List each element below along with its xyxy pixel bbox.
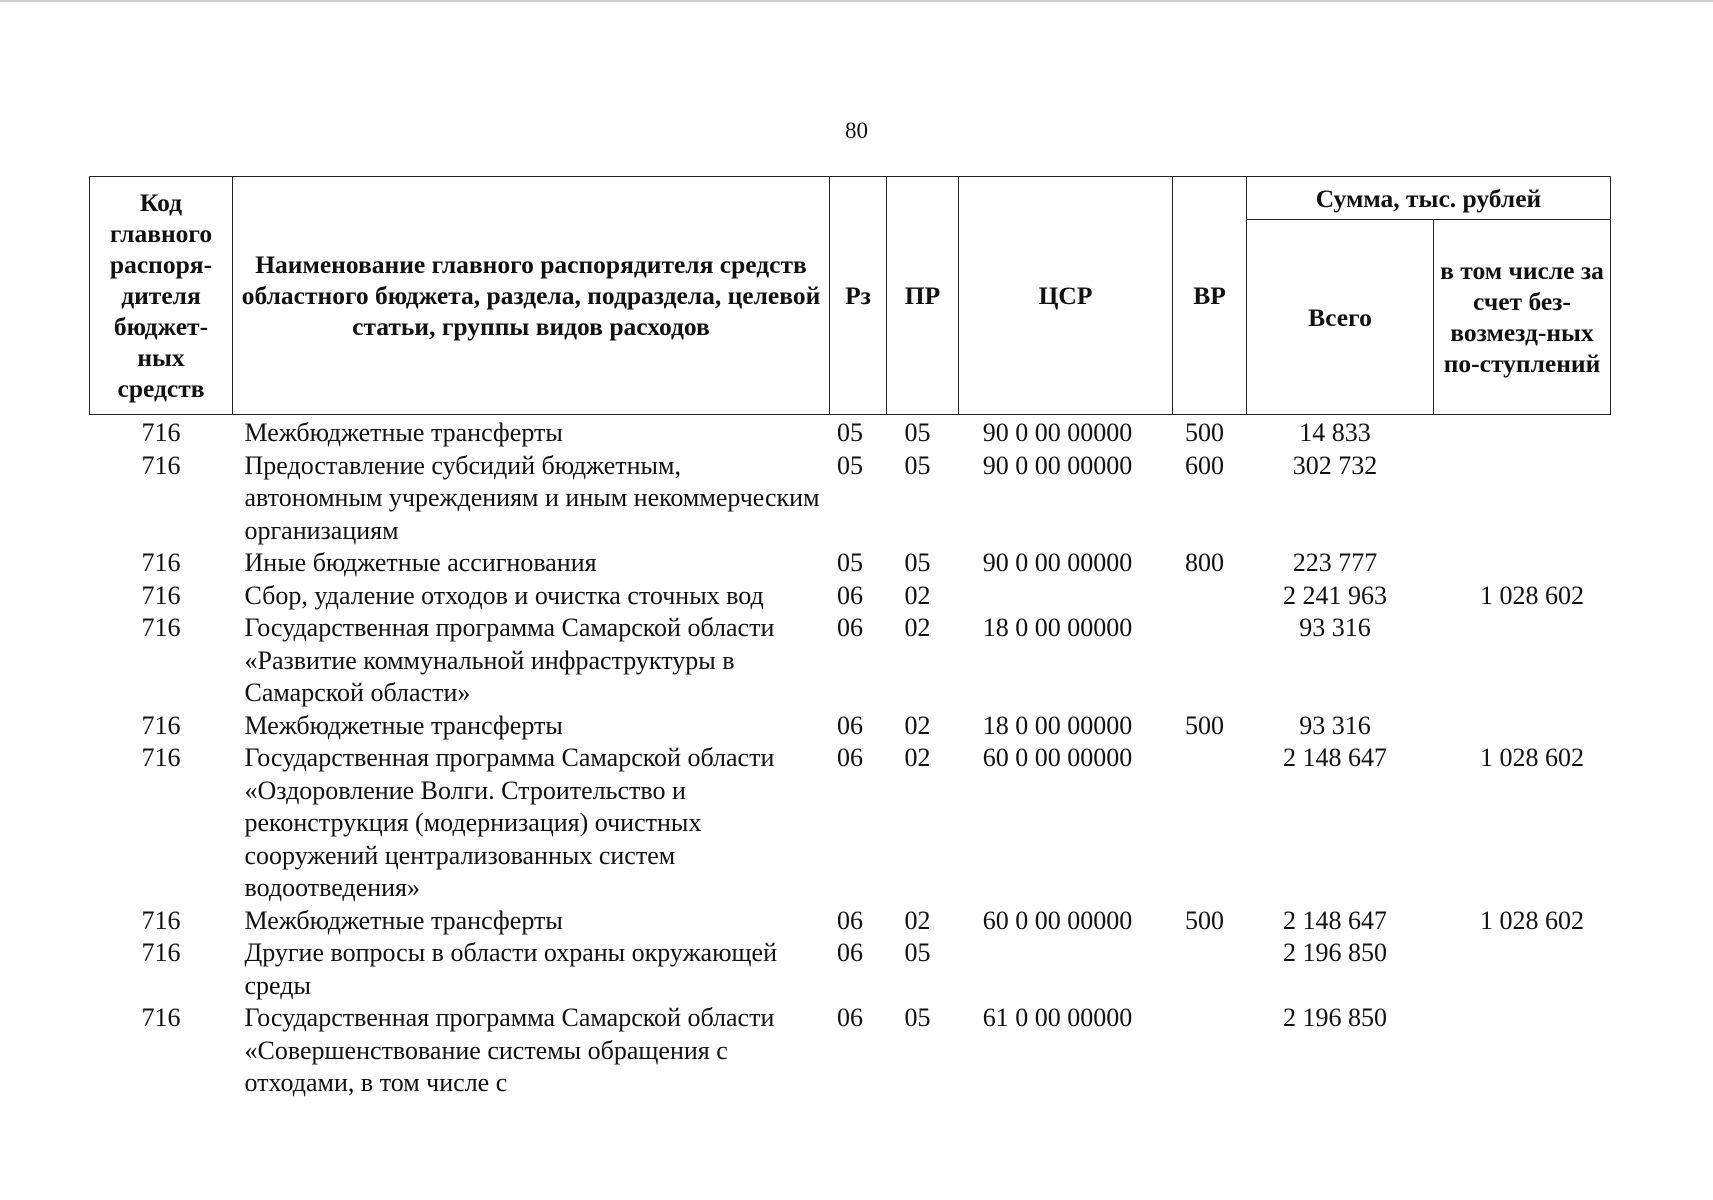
cell-grants <box>1434 612 1611 710</box>
cell-csr: 90 0 00 00000 <box>982 450 1133 480</box>
table-row <box>90 742 1611 905</box>
cell-code: 716 <box>141 450 181 480</box>
cell-code: 716 <box>141 905 181 935</box>
cell-rz: 06 <box>837 905 863 935</box>
cell-total: 223 777 <box>1292 548 1378 577</box>
cell-total: 2 241 963 <box>1283 580 1387 610</box>
header-code: Код главного распоря-дителя бюджет-ных средств <box>90 177 233 415</box>
cell-name: Межбюджетные трансферты <box>244 418 563 447</box>
cell-total: 14 833 <box>1299 418 1371 447</box>
cell-vr: 800 <box>1185 548 1224 577</box>
cell-vr <box>1173 612 1247 710</box>
cell-vr <box>1173 937 1247 1002</box>
cell-code: 716 <box>141 710 181 740</box>
cell-vr: 500 <box>1185 418 1224 447</box>
cell-name: Государственная программа Самарской области «Совершенствование системы обращения с отходами, в том числе с <box>244 1003 775 1097</box>
cell-vr <box>1173 1002 1247 1100</box>
cell-pr: 02 <box>904 580 931 610</box>
cell-csr: 18 0 00 00000 <box>982 710 1133 740</box>
cell-rz: 05 <box>837 418 863 447</box>
cell-rz: 06 <box>837 938 863 967</box>
cell-pr: 02 <box>904 613 931 642</box>
cell-name: Иные бюджетные ассигнования <box>244 548 597 577</box>
cell-rz: 06 <box>837 580 863 610</box>
cell-vr: 600 <box>1185 450 1224 480</box>
cell-grants <box>1434 547 1611 580</box>
cell-code: 716 <box>141 1003 181 1032</box>
header-name: Наименование главного распорядителя средств областного бюджета, раздела, подраздела, целевой статьи, группы видов расходов <box>233 177 830 415</box>
cell-code: 716 <box>141 418 181 447</box>
cell-grants: 1 028 602 <box>1480 580 1584 610</box>
cell-grants: 1 028 602 <box>1480 743 1584 772</box>
table-row <box>90 905 1611 938</box>
cell-grants <box>1434 937 1611 1002</box>
cell-total: 2 196 850 <box>1283 938 1387 967</box>
cell-pr: 05 <box>904 450 931 480</box>
cell-grants <box>1434 1002 1611 1100</box>
cell-total: 302 732 <box>1292 450 1378 480</box>
cell-vr: 500 <box>1185 710 1224 740</box>
cell-total: 2 148 647 <box>1283 905 1387 935</box>
cell-name: Другие вопросы в области охраны окружающей среды <box>244 938 777 1000</box>
cell-vr <box>1173 580 1247 613</box>
cell-rz: 05 <box>837 450 863 480</box>
table-row <box>90 547 1611 580</box>
cell-grants: 1 028 602 <box>1480 905 1584 935</box>
cell-rz: 05 <box>837 548 863 577</box>
cell-code: 716 <box>141 548 181 577</box>
budget-table <box>89 176 1611 1100</box>
cell-pr: 05 <box>904 548 931 577</box>
cell-pr: 05 <box>904 938 931 967</box>
cell-name: Сбор, удаление отходов и очистка сточных вод <box>244 580 764 610</box>
cell-csr <box>959 937 1173 1002</box>
cell-csr: 90 0 00 00000 <box>982 418 1133 447</box>
cell-total: 93 316 <box>1299 710 1371 740</box>
header-grants: в том числе за счет без-возмезд-ных по-ступлений <box>1434 220 1611 415</box>
table-body <box>90 415 1611 1100</box>
cell-name: Государственная программа Самарской области «Развитие коммунальной инфраструктуры в Самарской области» <box>244 613 775 707</box>
cell-total: 93 316 <box>1299 613 1371 642</box>
header-pr: ПР <box>887 177 959 415</box>
header-sum-group: Сумма, тыс. рублей <box>1247 177 1611 220</box>
table-header <box>90 177 1611 415</box>
table-row <box>90 1002 1611 1100</box>
cell-code: 716 <box>141 938 181 967</box>
cell-total: 2 196 850 <box>1283 1003 1387 1032</box>
cell-rz: 06 <box>837 613 863 642</box>
cell-rz: 06 <box>837 1003 863 1032</box>
cell-pr: 05 <box>904 1003 931 1032</box>
cell-rz: 06 <box>837 743 863 772</box>
cell-csr: 18 0 00 00000 <box>982 613 1133 642</box>
cell-grants <box>1434 450 1611 548</box>
cell-code: 716 <box>141 580 181 610</box>
page-number: 80 <box>845 118 868 143</box>
table-row <box>90 450 1611 548</box>
cell-name: Межбюджетные трансферты <box>244 710 563 740</box>
cell-vr <box>1173 742 1247 905</box>
cell-csr: 90 0 00 00000 <box>982 548 1133 577</box>
header-csr: ЦСР <box>959 177 1173 415</box>
cell-csr: 60 0 00 00000 <box>982 905 1133 935</box>
header-vr: ВР <box>1173 177 1247 415</box>
cell-total: 2 148 647 <box>1283 743 1387 772</box>
cell-csr: 61 0 00 00000 <box>982 1003 1133 1032</box>
table-row <box>90 612 1611 710</box>
header-total: Всего <box>1247 220 1434 415</box>
scan-edge-line <box>0 0 1713 2</box>
cell-vr: 500 <box>1185 905 1224 935</box>
cell-csr: 60 0 00 00000 <box>982 743 1133 772</box>
cell-rz: 06 <box>837 710 863 740</box>
cell-pr: 02 <box>904 905 931 935</box>
cell-name: Предоставление субсидий бюджетным, автономным учреждениям и иным некоммерческим организациям <box>244 450 820 545</box>
cell-pr: 05 <box>904 418 931 447</box>
header-rz: Рз <box>830 177 887 415</box>
table-row <box>90 415 1611 450</box>
cell-name: Государственная программа Самарской области «Оздоровление Волги. Строительство и реконструкция (модернизация) очистных сооружений централизованных систем водоотведения» <box>244 743 775 902</box>
cell-pr: 02 <box>904 710 931 740</box>
cell-csr <box>959 580 1173 613</box>
cell-grants <box>1434 415 1611 450</box>
cell-grants <box>1434 710 1611 743</box>
table-row <box>90 710 1611 743</box>
cell-code: 716 <box>141 613 181 642</box>
cell-pr: 02 <box>904 743 931 772</box>
table-row <box>90 580 1611 613</box>
table-row <box>90 937 1611 1002</box>
cell-name: Межбюджетные трансферты <box>244 905 563 935</box>
cell-code: 716 <box>141 743 181 772</box>
